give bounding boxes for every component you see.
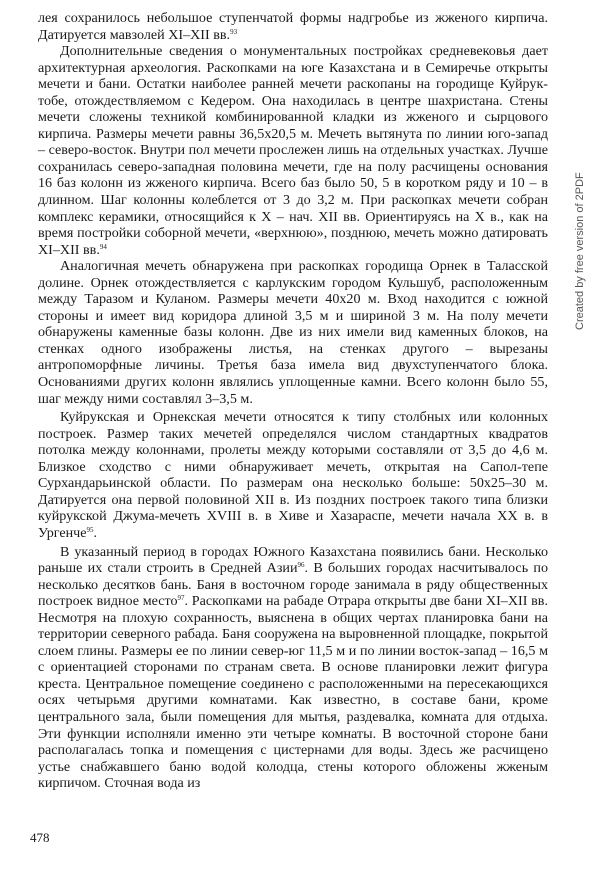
paragraph-0 [38, 10, 548, 43]
watermark-text: Created by free version of 2PDF [574, 172, 586, 330]
page-body [38, 10, 548, 792]
paragraph-text: Куйрукская и Орнекская мечети относятся к типу столбных или колонных построек. Размер таких мечетей определялся числом стандартных квадратов потолка между колоннами, пролеты между которыми составляли от 3,5 до 4,6 м. Близкое сходство с ними обнаруживает мечеть, открытая на Сапол-тепе Сурхандарьинской области. По размерам она несколько больше: 50х25–30 м. Датируется она первой половиной XII в. Из поздних построек такого типа близки куйрукской Джума-мечеть XVIII в. в Хиве и Хазараспе, мечети начала ХХ в. в Ургенче [38, 409, 548, 541]
page-number: 478 [30, 830, 50, 845]
paragraph-text: . В больших городах насчитывалось по несколько десятков бань. Баня в восточном городе занимала в ряду общественных построек видное место [38, 560, 548, 610]
paragraph-column-mosques [38, 409, 548, 541]
footnote-ref: 94 [99, 242, 107, 251]
footnote-ref: 95 [86, 525, 94, 534]
paragraph-text: . [93, 524, 98, 541]
footnote-ref: 97 [177, 594, 185, 603]
paragraph-text: лея сохранилось небольшое ступенчатой формы надгробье из жженого кирпича. Датируется мавзолей XI–XII вв. [38, 10, 548, 43]
paragraph-mosques-intro [38, 43, 548, 258]
paragraph-ornek-mosque [38, 258, 548, 407]
paragraph-baths [38, 544, 548, 792]
footnote-ref: 96 [297, 561, 305, 570]
paragraph-text: Дополнительные сведения о монументальных постройках средневековья дает архитектурная археология. Раскопками на юге Казахстана и в Семиречье открыты мечети и бани. Остатки наиболее ранней мечети раскопаны на городище Куйрук-тобе, отождествляемом с Кедером. Она находилась в центре шахристана. Стены мечети сложены техникой комбинированной кладки из жженого и сырцового кирпича. Размеры мечети равны 36,5х20,5 м. Мечеть вытянута по линии юго-запад – северо-восток. Внутри пол мечети прослежен лишь на отдельных участках. Лучше сохранилась северо-западная половина мечети, где на полу расчищены основания 16 баз колонн из жженого кирпича. Всего баз было 50, 5 в коротком ряду и 10 – в длинном. Шаг колонны колеблется от 3 до 3,2 м. При раскопках мечети собран комплекс керамики, относящийся к Х – нач. XII вв. Ориентируясь на Х в., как на время постройки соборной мечети, «верхнюю», позднюю, мечеть можно датировать XI–XII вв. [38, 43, 548, 258]
paragraph-text: Аналогичная мечеть обнаружена при раскопках городища Орнек в Таласской долине. Орнек отождествляется с карлукским городом Кульшуб, расположенным между Таразом и Куланом. Размеры мечети 40х20 м. Вход находится с южной стороны и имеет вид коридора длиной 3,5 м и шириной 3 м. На полу мечети обнаружены каменные базы колонн. Две из них имели вид каменных блоков, на стенках одного изображены листья, на стенках другого – вырезаны антропоморфные личины. Третья база имела вид двухступенчатого блока. Основаниями других колонн являлись уплощенные камни. Всего колонн было 55, шаг между ними составлял 3–3,5 м. [38, 258, 548, 407]
paragraph-text: В указанный период в городах Южного Казахстана появились бани. Несколько раньше их стали строить в Средней Азии [38, 543, 548, 577]
footnote-ref: 93 [230, 27, 238, 36]
paragraph-text: . Раскопками на рабаде Отрара открыты две бани XI–XII вв. Несмотря на плохую сохранность, выяснена в общих чертах планировка бани на территории северного рабада. Баня сооружена на выровненной площадке, покрытой слоем глины. Размеры ее по линии север-юг 11,5 м и по линии восток-запад – 16,5 м с ориентацией сторонами по странам света. В основе планировки лежит фигура креста. Центральное помещение соединено с расположенными на пересекающихся осях четырьмя другими комнатами. Как известно, в составе бани, кроме центрального зала, были помещения для мытья, раздевалка, комната для отдыха. Эти функции исполняли именно эти четыре комнаты. В восточной стороне бани располагалась топка и помещения с цистернами для воды. Здесь же расчищено устье снабжавшего баню водой колодца, стены которого обложены жженым кирпичом. Сточная вода из [38, 593, 548, 792]
